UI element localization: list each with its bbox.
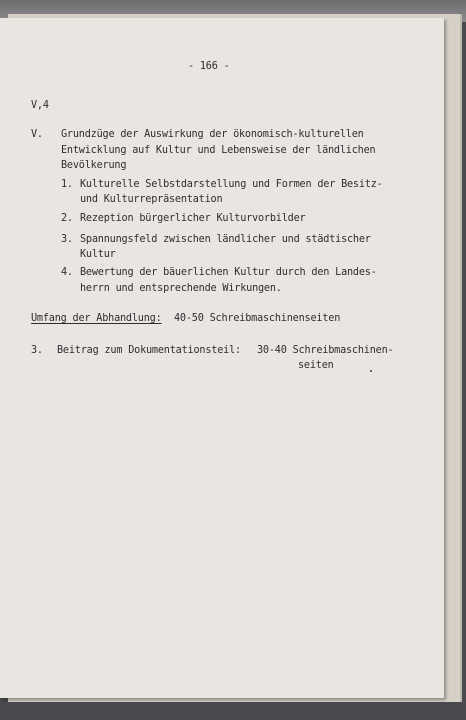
- item-3-number: 3.: [61, 234, 73, 245]
- ink-speck: [370, 370, 372, 372]
- item-1-line-2: und Kulturrepräsentation: [80, 194, 223, 205]
- item-2-line-1: Rezeption bürgerlicher Kulturvorbilder: [80, 213, 306, 224]
- item-4-number: 4.: [61, 267, 73, 278]
- item-4-line-2: herrn und entsprechende Wirkungen.: [80, 283, 282, 294]
- contribution-value-line-2: seiten: [298, 360, 334, 371]
- document-page: [0, 18, 444, 698]
- item-1-line-1: Kulturelle Selbstdarstellung und Formen der Besitz-: [80, 179, 383, 190]
- heading-line-3: Bevölkerung: [61, 160, 127, 171]
- item-3-line-2: Kultur: [80, 249, 116, 260]
- heading-line-1: Grundzüge der Auswirkung der ökonomisch-kulturellen: [61, 129, 364, 140]
- item-4-line-1: Bewertung der bäuerlichen Kultur durch den Landes-: [80, 267, 377, 278]
- heading-numeral: V.: [31, 129, 43, 140]
- item-1-number: 1.: [61, 179, 73, 190]
- item-2-number: 2.: [61, 213, 73, 224]
- page-number: - 166 -: [188, 61, 230, 72]
- contribution-number: 3.: [31, 345, 43, 356]
- scope-label: Umfang der Abhandlung:: [31, 313, 162, 324]
- section-reference: V,4: [31, 100, 49, 111]
- scope-value: 40-50 Schreibmaschinenseiten: [174, 313, 341, 324]
- contribution-value-line-1: 30-40 Schreibmaschinen-: [257, 345, 394, 356]
- item-3-line-1: Spannungsfeld zwischen ländlicher und städtischer: [80, 234, 371, 245]
- contribution-label: Beitrag zum Dokumentationsteil:: [57, 345, 241, 356]
- heading-line-2: Entwicklung auf Kultur und Lebensweise der ländlichen: [61, 145, 376, 156]
